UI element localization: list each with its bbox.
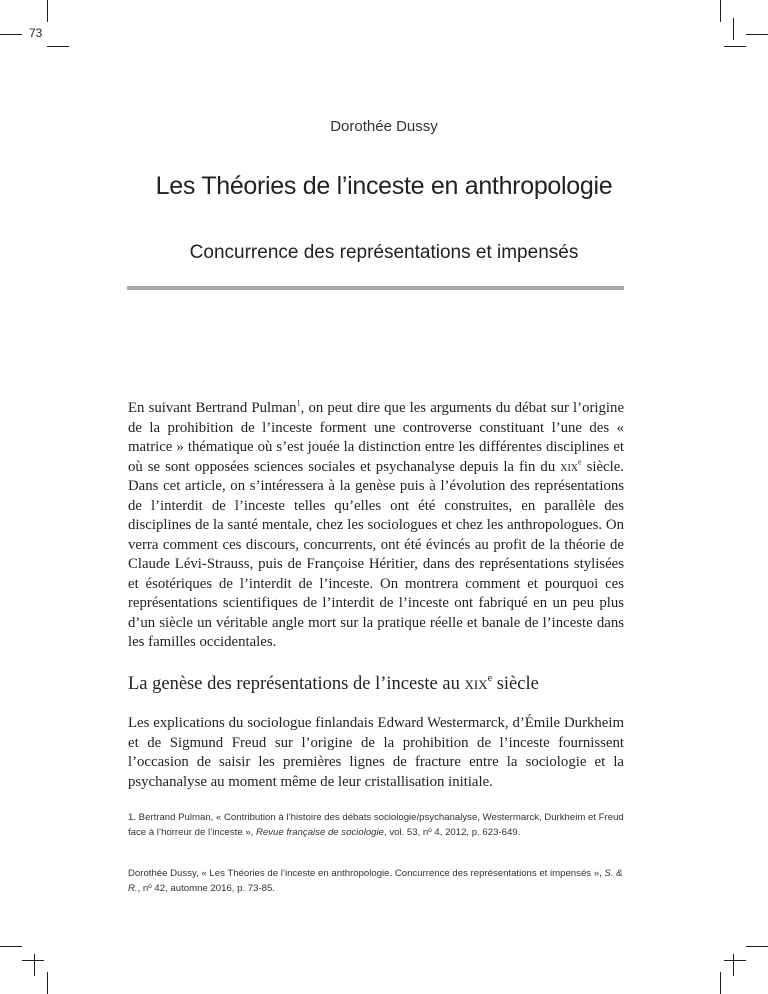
crop-mark xyxy=(746,946,768,947)
section-heading-text: La genèse des représentations de l’inceste au xyxy=(128,674,465,694)
article-author: Dorothée Dussy xyxy=(330,118,438,135)
intro-text-middle: , on peut dire que les arguments du débat sur l’origine de la prohibition de l’inceste forment une controverse constituant l’une des « matrice » thématique où s’est jouée la distinction entre les différentes disciplines et où se sont opposées sciences sociales et psychanalyse depuis la fin du xyxy=(128,400,625,475)
article-citation xyxy=(128,866,624,896)
crop-mark xyxy=(22,960,44,961)
crop-mark xyxy=(733,18,734,40)
crop-mark xyxy=(724,960,746,961)
citation-journal: S. & R. xyxy=(128,868,623,894)
intro-paragraph xyxy=(128,399,624,653)
section-heading xyxy=(128,674,539,695)
intro-text-start: En suivant Bertrand Pulman xyxy=(128,400,297,416)
century-superscript: e xyxy=(578,457,582,466)
section-century-numeral: xix xyxy=(464,674,488,694)
crop-mark xyxy=(47,0,48,22)
crop-mark xyxy=(47,972,48,994)
article-title: Les Théories de l’inceste en anthropologie xyxy=(155,172,613,200)
section-heading-text-end: siècle xyxy=(492,674,539,694)
title-divider xyxy=(127,286,624,290)
citation-text-end: , nº 42, automne 2016, p. 73-85. xyxy=(137,883,275,894)
footnote-journal: Revue française de sociologie xyxy=(255,827,384,838)
crop-mark xyxy=(733,954,734,976)
crop-mark xyxy=(720,972,721,994)
footnote-number: 1. xyxy=(128,812,139,823)
citation-text: Dorothée Dussy, « Les Théories de l’inceste en anthropologie. Concurrence des représentations et impensés », xyxy=(128,868,605,879)
crop-mark xyxy=(47,46,69,47)
footnote-text-end: , vol. 53, nº 4, 2012, p. 623-649. xyxy=(383,827,521,838)
page-number: 73 xyxy=(29,26,43,40)
crop-mark xyxy=(34,954,35,976)
footnote-reference[interactable]: 1 xyxy=(296,398,301,408)
crop-mark xyxy=(0,34,22,35)
footnote xyxy=(128,810,624,840)
article-subtitle: Concurrence des représentations et impensés xyxy=(189,242,579,263)
intro-text-end: siècle. Dans cet article, on s’intéressera à la genèse puis à l’évolution des représentations de l’interdit de l’inceste telles qu’elles ont été construites, en parallèle des disciplines de la santé mentale, chez les sociologues et chez les anthropologues. On verra comment ces discours, concurrents, ont été évincés au profit de la théorie de Claude Lévi-Strauss, puis de Françoise Héritier, dans des représentations stylisées et ésotériques de l’interdit de l’inceste. On montrera comment et pourquoi ces représentations scientifiques de l’interdit de l’inceste ont fabriqué en un peu plus d’un siècle un véritable angle mort sur la pratique réelle et banale de l’inceste dans les familles occidentales. xyxy=(128,458,624,650)
section-century-superscript: e xyxy=(487,672,493,684)
footnote-text: Bertrand Pulman, « Contribution à l’histoire des débats sociologie/psychanalyse, Westermarck, Durkheim et Freud face à l’horreur de l’inceste », xyxy=(128,812,624,838)
century-numeral: xix xyxy=(560,458,578,475)
crop-mark xyxy=(746,34,768,35)
crop-mark xyxy=(724,46,746,47)
section-paragraph: Les explications du sociologue finlandais Edward Westermarck, d’Émile Durkheim et de Sigmund Freud sur l’origine de la prohibition de l’inceste fournissent l’occasion de saisir les premières lignes de fracture entre la sociologie et la psychanalyse au moment même de leur cristallisation initiale. xyxy=(128,715,624,790)
crop-mark xyxy=(720,0,721,22)
crop-mark xyxy=(0,946,22,947)
